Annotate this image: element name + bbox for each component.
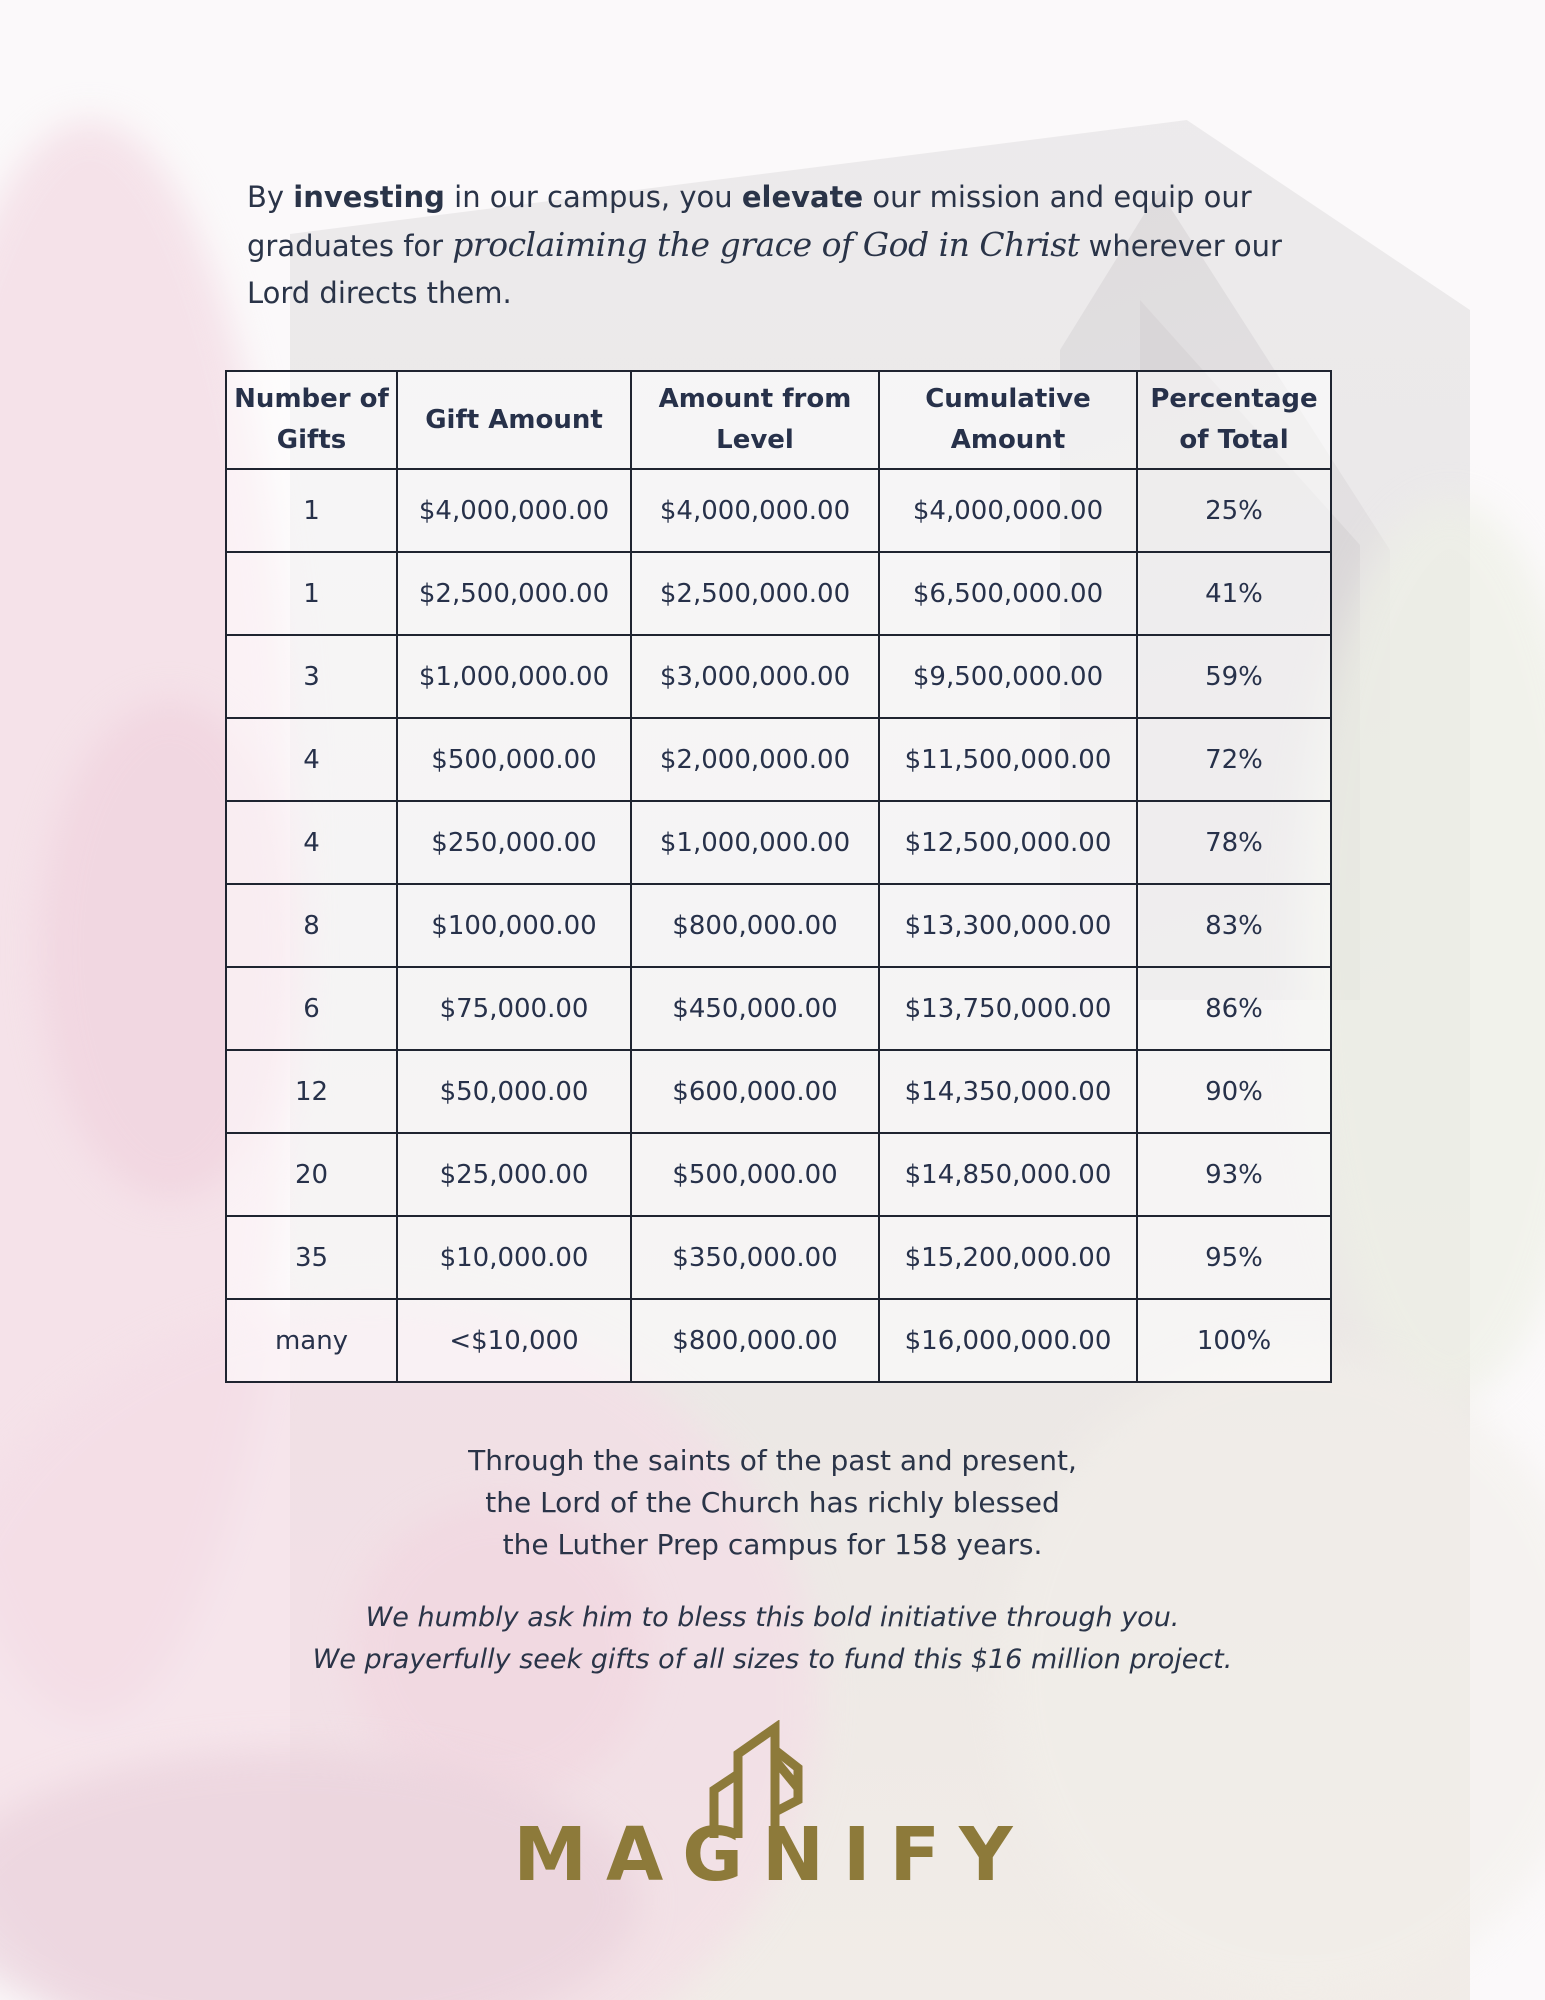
intro-text: our mission and equip our graduates for (247, 180, 1252, 263)
cell-number-of-gifts: 3 (226, 635, 397, 718)
closing-line: Through the saints of the past and present, (468, 1444, 1077, 1477)
cell-number-of-gifts: 4 (226, 718, 397, 801)
table-row (226, 884, 1331, 967)
cell-number-of-gifts: many (226, 1299, 397, 1382)
header-amount-from-level: Amount from Level (631, 371, 879, 469)
cell-amount-from-level: $350,000.00 (631, 1216, 879, 1299)
cell-percentage-of-total: 25% (1137, 469, 1331, 552)
table-row (226, 718, 1331, 801)
cell-cumulative-amount: $12,500,000.00 (879, 801, 1137, 884)
cell-amount-from-level: $4,000,000.00 (631, 469, 879, 552)
cell-cumulative-amount: $11,500,000.00 (879, 718, 1137, 801)
cell-amount-from-level: $3,000,000.00 (631, 635, 879, 718)
cell-cumulative-amount: $4,000,000.00 (879, 469, 1137, 552)
cell-number-of-gifts: 12 (226, 1050, 397, 1133)
intro-text: wherever our Lord directs them. (247, 229, 1282, 310)
cell-number-of-gifts: 35 (226, 1216, 397, 1299)
closing-line: the Luther Prep campus for 158 years. (502, 1528, 1043, 1561)
cell-gift-amount: $25,000.00 (397, 1133, 631, 1216)
header-percentage-of-total: Percentage of Total (1137, 371, 1331, 469)
table-row (226, 1299, 1331, 1382)
header-cumulative-amount: Cumulative Amount (879, 371, 1137, 469)
cell-amount-from-level: $800,000.00 (631, 884, 879, 967)
intro-bold-elevate: elevate (741, 180, 864, 214)
cell-percentage-of-total: 72% (1137, 718, 1331, 801)
cell-percentage-of-total: 90% (1137, 1050, 1331, 1133)
gift-table (225, 370, 1332, 1383)
cell-percentage-of-total: 93% (1137, 1133, 1331, 1216)
cell-gift-amount: $4,000,000.00 (397, 469, 631, 552)
cell-percentage-of-total: 83% (1137, 884, 1331, 967)
cell-gift-amount: $500,000.00 (397, 718, 631, 801)
cell-cumulative-amount: $9,500,000.00 (879, 635, 1137, 718)
table-row (226, 1216, 1331, 1299)
cell-cumulative-amount: $14,350,000.00 (879, 1050, 1137, 1133)
cell-amount-from-level: $2,000,000.00 (631, 718, 879, 801)
cell-gift-amount: $250,000.00 (397, 801, 631, 884)
cell-gift-amount: <$10,000 (397, 1299, 631, 1382)
closing-statement (0, 1440, 1545, 1566)
cell-number-of-gifts: 1 (226, 469, 397, 552)
cell-amount-from-level: $800,000.00 (631, 1299, 879, 1382)
table-row (226, 1133, 1331, 1216)
magnify-logo (500, 1720, 1060, 1898)
cell-amount-from-level: $450,000.00 (631, 967, 879, 1050)
cell-number-of-gifts: 8 (226, 884, 397, 967)
cell-percentage-of-total: 100% (1137, 1299, 1331, 1382)
cell-number-of-gifts: 6 (226, 967, 397, 1050)
cell-gift-amount: $75,000.00 (397, 967, 631, 1050)
intro-bold-investing: investing (293, 180, 445, 214)
intro-paragraph (247, 174, 1327, 317)
intro-text: in our campus, you (444, 180, 742, 214)
cell-cumulative-amount: $14,850,000.00 (879, 1133, 1137, 1216)
appeal-statement (0, 1597, 1545, 1681)
cell-percentage-of-total: 59% (1137, 635, 1331, 718)
cell-cumulative-amount: $13,300,000.00 (879, 884, 1137, 967)
appeal-line: We humbly ask him to bless this bold initiative through you. (365, 1602, 1180, 1633)
cell-percentage-of-total: 78% (1137, 801, 1331, 884)
table-row (226, 801, 1331, 884)
cell-number-of-gifts: 1 (226, 552, 397, 635)
table-row (226, 552, 1331, 635)
cell-percentage-of-total: 41% (1137, 552, 1331, 635)
closing-line: the Lord of the Church has richly blessed (485, 1486, 1060, 1519)
cell-amount-from-level: $2,500,000.00 (631, 552, 879, 635)
cell-percentage-of-total: 95% (1137, 1216, 1331, 1299)
header-number-of-gifts: Number of Gifts (226, 371, 397, 469)
intro-text: By (247, 180, 294, 214)
table-row (226, 469, 1331, 552)
cell-number-of-gifts: 20 (226, 1133, 397, 1216)
cell-cumulative-amount: $16,000,000.00 (879, 1299, 1137, 1382)
cell-cumulative-amount: $13,750,000.00 (879, 967, 1137, 1050)
header-gift-amount: Gift Amount (397, 371, 631, 469)
cell-gift-amount: $10,000.00 (397, 1216, 631, 1299)
cell-gift-amount: $2,500,000.00 (397, 552, 631, 635)
appeal-line: We prayerfully seek gifts of all sizes to fund this $16 million project. (312, 1644, 1233, 1675)
cell-cumulative-amount: $15,200,000.00 (879, 1216, 1137, 1299)
cell-gift-amount: $1,000,000.00 (397, 635, 631, 718)
table-row (226, 967, 1331, 1050)
table-row (226, 1050, 1331, 1133)
table-row (226, 635, 1331, 718)
cell-percentage-of-total: 86% (1137, 967, 1331, 1050)
logo-wordmark: MAGNIFY (513, 1812, 1032, 1898)
cell-amount-from-level: $1,000,000.00 (631, 801, 879, 884)
cell-gift-amount: $50,000.00 (397, 1050, 631, 1133)
cell-cumulative-amount: $6,500,000.00 (879, 552, 1137, 635)
cell-number-of-gifts: 4 (226, 801, 397, 884)
intro-script-phrase: proclaiming the grace of God in Christ (452, 225, 1080, 264)
cell-amount-from-level: $600,000.00 (631, 1050, 879, 1133)
cell-amount-from-level: $500,000.00 (631, 1133, 879, 1216)
gift-table-header-row (226, 371, 1331, 469)
cell-gift-amount: $100,000.00 (397, 884, 631, 967)
